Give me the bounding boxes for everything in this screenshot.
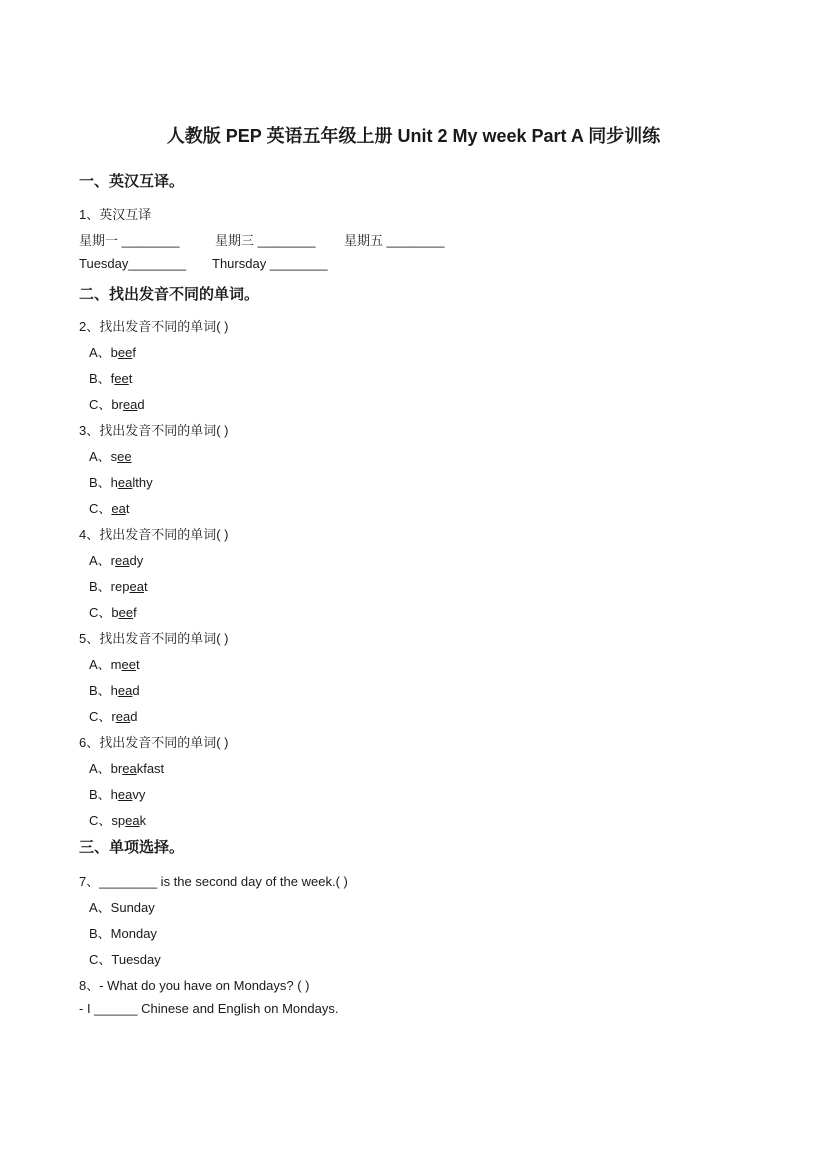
option: B、healthy [89, 475, 153, 490]
question-stem: 4、找出发音不同的单词( ) [79, 527, 229, 542]
option: A、Sunday [89, 900, 155, 915]
question-stem: 5、找出发音不同的单词( ) [79, 631, 229, 646]
option: B、Monday [89, 926, 157, 941]
translation-blank: 星期五 ________ [344, 233, 445, 248]
option: B、feet [89, 371, 133, 386]
option: A、meet [89, 657, 140, 672]
section-heading: 一、英汉互译。 [79, 173, 185, 190]
option: B、heavy [89, 787, 146, 802]
translation-blank: 星期一 ________ [79, 233, 180, 248]
option: A、beef [89, 345, 136, 360]
option: A、breakfast [89, 761, 165, 776]
translation-blank: Tuesday________ [79, 256, 187, 271]
option: C、speak [89, 813, 147, 828]
page-title: 人教版 PEP 英语五年级上册 Unit 2 My week Part A 同步训练 [166, 126, 661, 146]
section-heading: 二、找出发音不同的单词。 [79, 286, 260, 303]
section-heading: 三、单项选择。 [79, 839, 185, 856]
question-stem: 8、- What do you have on Mondays? ( ) [79, 978, 310, 993]
question-stem: 6、找出发音不同的单词( ) [79, 735, 229, 750]
question-stem: 3、找出发音不同的单词( ) [79, 423, 229, 438]
question-stem: 1、英汉互译 [79, 207, 152, 222]
option: C、beef [89, 605, 137, 620]
translation-blank: Thursday ________ [212, 256, 328, 271]
option: C、bread [89, 397, 145, 412]
option: C、read [89, 709, 138, 724]
option: C、eat [89, 501, 130, 516]
option: A、see [89, 449, 132, 464]
option: B、head [89, 683, 140, 698]
translation-blank: 星期三 ________ [215, 233, 316, 248]
option: B、repeat [89, 579, 148, 594]
question-stem: 2、找出发音不同的单词( ) [79, 319, 229, 334]
question-line: - I ______ Chinese and English on Mondays. [79, 1001, 339, 1016]
option: C、Tuesday [89, 952, 161, 967]
question-stem: 7、________ is the second day of the week.( ) [79, 874, 348, 889]
option: A、ready [89, 553, 144, 568]
